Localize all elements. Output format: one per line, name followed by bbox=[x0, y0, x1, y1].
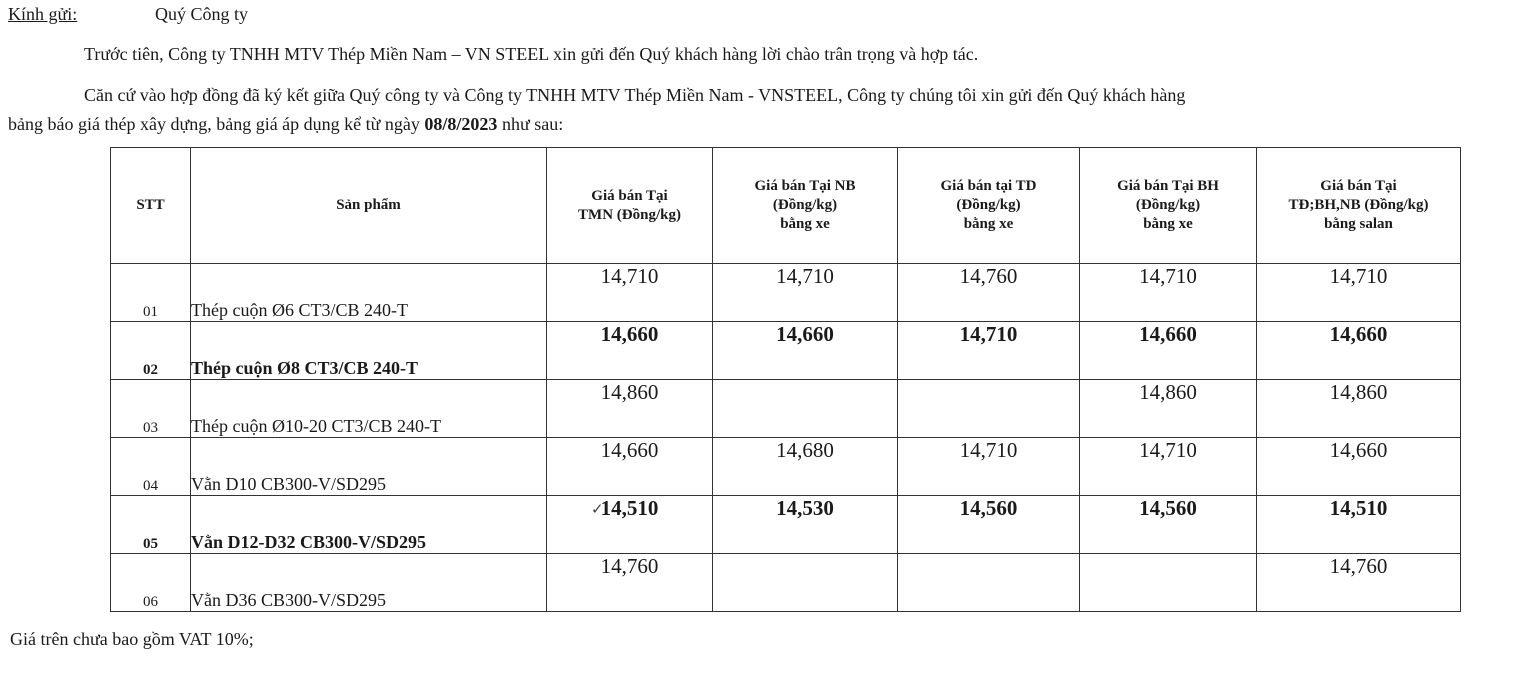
row-stt: 03 bbox=[111, 380, 191, 438]
header-line: Giá bán tại TD bbox=[940, 178, 1037, 194]
header-price-tmn bbox=[547, 148, 713, 264]
price-nb: 14,530 bbox=[713, 496, 898, 554]
intro-paragraph: Trước tiên, Công ty TNHH MTV Thép Miền Nam – VN STEEL xin gửi đến Quý khách hàng lời chào trân trọng và hợp tác. bbox=[84, 44, 979, 64]
header-line: bằng xe bbox=[780, 216, 830, 232]
price-bh: 14,560 bbox=[1080, 496, 1257, 554]
row-stt: 04 bbox=[111, 438, 191, 496]
price-table bbox=[110, 147, 1461, 612]
greeting-label: Kính gửi: bbox=[8, 4, 78, 24]
header-line: bằng xe bbox=[1143, 216, 1193, 232]
price-bh bbox=[1080, 554, 1257, 612]
price-salan: 14,710 bbox=[1257, 264, 1461, 322]
table-row bbox=[111, 322, 1461, 380]
price-salan: 14,760 bbox=[1257, 554, 1461, 612]
row-product: Thép cuộn Ø10-20 CT3/CB 240-T bbox=[191, 380, 547, 438]
price-td bbox=[898, 554, 1080, 612]
header-line: (Đồng/kg) bbox=[772, 197, 838, 213]
row-product: Vằn D12-D32 CB300-V/SD295 bbox=[191, 496, 547, 554]
table-row bbox=[111, 496, 1461, 554]
body-text: bảng báo giá thép xây dựng, bảng giá áp dụng kể từ ngày bbox=[8, 114, 425, 134]
price-salan: 14,660 bbox=[1257, 322, 1461, 380]
price-nb bbox=[713, 380, 898, 438]
price-bh: 14,660 bbox=[1080, 322, 1257, 380]
price-bh: 14,710 bbox=[1080, 264, 1257, 322]
price-tmn: 14,860 bbox=[547, 380, 713, 438]
price-td bbox=[898, 380, 1080, 438]
price-nb: 14,710 bbox=[713, 264, 898, 322]
row-product: Thép cuộn Ø6 CT3/CB 240-T bbox=[191, 264, 547, 322]
price-bh: 14,710 bbox=[1080, 438, 1257, 496]
price-nb: 14,660 bbox=[713, 322, 898, 380]
header-line: Giá bán Tại BH bbox=[1117, 178, 1219, 194]
row-stt: 01 bbox=[111, 264, 191, 322]
row-stt: 02 bbox=[111, 322, 191, 380]
price-salan: 14,660 bbox=[1257, 438, 1461, 496]
header-price-bh bbox=[1080, 148, 1257, 264]
table-row bbox=[111, 554, 1461, 612]
header-line: TMN (Đồng/kg) bbox=[578, 206, 681, 223]
header-line: (Đồng/kg) bbox=[956, 197, 1021, 213]
body-paragraph-line-1: Căn cứ vào hợp đồng đã ký kết giữa Quý công ty và Công ty TNHH MTV Thép Miền Nam - VNSTEEL, Công ty chúng tôi xin gửi đến Quý khách hàng bbox=[84, 85, 1186, 105]
table-header-row bbox=[111, 148, 1461, 264]
price-nb: 14,680 bbox=[713, 438, 898, 496]
header-line: TĐ;BH,NB (Đồng/kg) bbox=[1288, 197, 1429, 213]
price-td: 14,760 bbox=[898, 264, 1080, 322]
row-stt: 05 bbox=[111, 496, 191, 554]
row-product: Vằn D10 CB300-V/SD295 bbox=[191, 438, 547, 496]
vat-note: Giá trên chưa bao gồm VAT 10%; bbox=[10, 629, 254, 649]
price-tmn: 14,510 bbox=[547, 496, 713, 554]
header-price-nb bbox=[713, 148, 898, 264]
effective-date: 08/8/2023 bbox=[424, 114, 498, 134]
row-stt: 06 bbox=[111, 554, 191, 612]
price-tmn: 14,710 bbox=[547, 264, 713, 322]
header-stt: STT bbox=[111, 148, 191, 264]
row-product: Thép cuộn Ø8 CT3/CB 240-T bbox=[191, 322, 547, 380]
price-nb bbox=[713, 554, 898, 612]
row-product: Vằn D36 CB300-V/SD295 bbox=[191, 554, 547, 612]
body-paragraph-line-2 bbox=[8, 114, 563, 135]
header-line: Giá bán Tại bbox=[1320, 178, 1397, 194]
price-td: 14,710 bbox=[898, 322, 1080, 380]
handwritten-check-mark: ✓ bbox=[591, 502, 604, 518]
header-price-salan bbox=[1257, 148, 1461, 264]
body-text-end: như sau: bbox=[497, 114, 564, 134]
price-bh: 14,860 bbox=[1080, 380, 1257, 438]
table-row bbox=[111, 264, 1461, 322]
header-line: bằng xe bbox=[963, 216, 1014, 232]
header-line: (Đồng/kg) bbox=[1135, 197, 1201, 213]
price-td: 14,710 bbox=[898, 438, 1080, 496]
table-row bbox=[111, 380, 1461, 438]
price-tmn: 14,760 bbox=[547, 554, 713, 612]
header-line: Giá bán Tại bbox=[591, 187, 668, 204]
price-td: 14,560 bbox=[898, 496, 1080, 554]
table-row bbox=[111, 438, 1461, 496]
header-line: Giá bán Tại NB bbox=[754, 178, 856, 194]
price-salan: 14,510 bbox=[1257, 496, 1461, 554]
price-salan: 14,860 bbox=[1257, 380, 1461, 438]
greeting-recipient: Quý Công ty bbox=[155, 4, 249, 24]
header-price-td bbox=[898, 148, 1080, 264]
header-line: bằng salan bbox=[1324, 216, 1393, 232]
header-product: Sản phẩm bbox=[191, 148, 547, 264]
price-tmn: 14,660 bbox=[547, 438, 713, 496]
price-tmn: 14,660 bbox=[547, 322, 713, 380]
